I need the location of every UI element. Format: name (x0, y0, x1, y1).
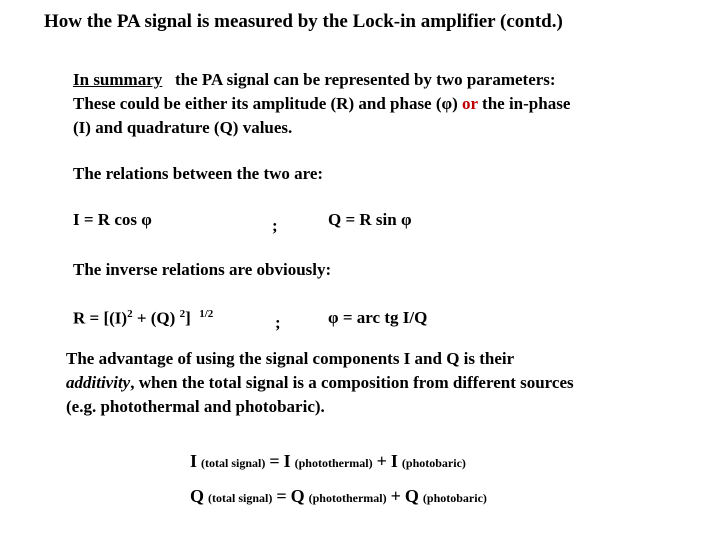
sum-q-equals: = (276, 486, 287, 506)
equation-q-sin: Q = R sin φ (328, 210, 412, 229)
equation-separator-1: ; (272, 216, 278, 235)
summary-line-2-text-c: the in-phase (477, 94, 571, 113)
summary-line-2 (73, 92, 570, 115)
equation-i-cos: I = R cos φ (73, 210, 152, 229)
sum-i-sub-photobaric: (photobaric) (401, 456, 466, 470)
summary-label: In summary (73, 70, 163, 89)
sum-q-plus: + (390, 486, 401, 506)
phi-symbol: φ (441, 94, 453, 113)
eq-r-sup-2: 2 (179, 308, 186, 320)
additivity-word: additivity (66, 373, 131, 392)
sum-i-term-1: I (283, 451, 291, 471)
advantage-line-2-text: , when the total signal is a composition from different sources (130, 373, 574, 392)
summary-line-1 (73, 68, 556, 91)
advantage-line-1: The advantage of using the signal components I and Q is their (66, 349, 515, 368)
sum-q-term-1: Q (290, 486, 305, 506)
sum-equation-i (190, 451, 466, 472)
summary-line-1-text: the PA signal can be represented by two parameters: (175, 70, 556, 89)
sum-i-equals: = (269, 451, 280, 471)
sum-q-sub-total: (total signal) (208, 491, 273, 505)
eq-r-sup-1: 2 (127, 308, 133, 320)
sum-equation-q (190, 486, 487, 507)
relations-intro: The relations between the two are: (73, 164, 324, 183)
eq-r-part-a: R = [(I) (73, 308, 128, 328)
sum-i-sub-photothermal: (photothermal) (294, 456, 373, 470)
sum-i-main: I (190, 451, 198, 471)
sum-i-sub-total: (total signal) (201, 456, 266, 470)
sum-q-main: Q (190, 486, 205, 506)
sum-q-sub-photobaric: (photobaric) (422, 491, 487, 505)
equation-separator-2: ; (275, 313, 281, 332)
inverse-intro: The inverse relations are obviously: (73, 260, 332, 279)
advantage-line-2 (66, 371, 662, 395)
summary-or-word: or (462, 94, 478, 113)
advantage-line-3: (e.g. photothermal and photobaric). (66, 397, 325, 416)
summary-line-3: (I) and quadrature (Q) values. (73, 118, 293, 137)
slide-title: How the PA signal is measured by the Lock-in amplifier (contd.) (44, 11, 563, 32)
sum-q-sub-photothermal: (photothermal) (308, 491, 387, 505)
summary-line-2-text-a: These could be either its amplitude (R) and phase ( (73, 94, 442, 113)
sum-q-term-2: Q (404, 486, 419, 506)
advantage-paragraph (66, 347, 662, 419)
sum-i-plus: + (376, 451, 387, 471)
eq-r-part-c: ] (185, 308, 191, 328)
sum-i-term-2: I (390, 451, 398, 471)
eq-r-sup-3: 1/2 (199, 308, 214, 320)
equation-phi-arctg: φ = arc tg I/Q (328, 308, 428, 327)
summary-line-2-text-b: ) (452, 94, 463, 113)
equation-r-amplitude (73, 308, 213, 329)
eq-r-part-b: + (Q) (132, 308, 180, 328)
